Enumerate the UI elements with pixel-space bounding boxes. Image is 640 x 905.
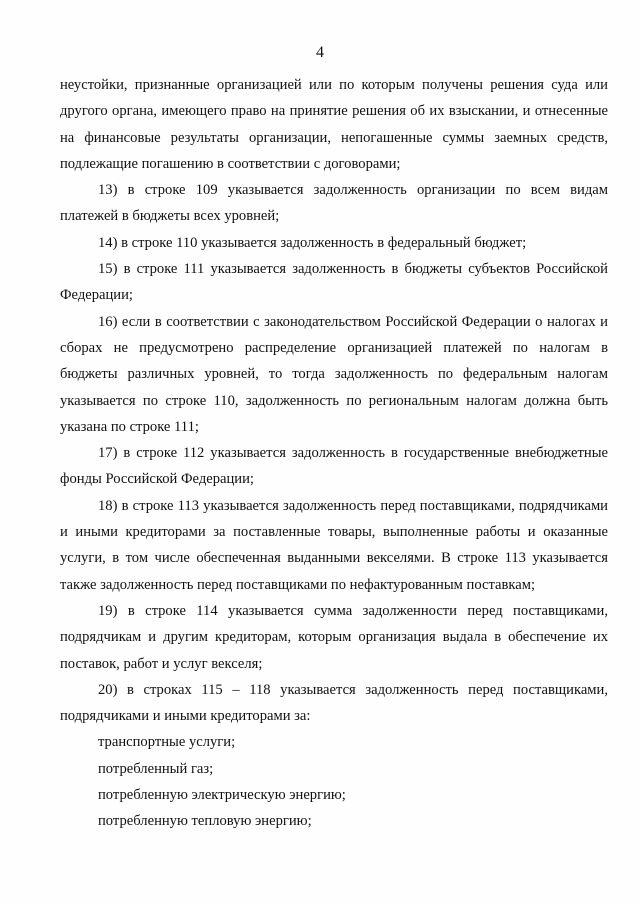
list-item-gas: потребленный газ; xyxy=(98,760,214,777)
paragraph-item-14: 14) в строке 110 указывается задолженность в федеральный бюджет; xyxy=(98,234,527,251)
paragraph-item-19: 19) в строке 114 указывается сумма задолженности перед поставщиками, подрядчикам и другим кредиторам, которым организация выдала в обеспечение их поставок, работ и услуг векселя; xyxy=(60,602,608,672)
paragraph-continuation: неустойки, признанные организацией или по которым получены решения суда или другого органа, имеющего право на принятие решения об их взыскании, и отнесенные на финансовые результаты организации, непогашенные суммы заемных средств, подлежащие погашению в соответствии с договорами; xyxy=(60,77,608,172)
paragraph-item-20: 20) в строках 115 – 118 указывается задолженность перед поставщиками, подрядчиками и иными кредиторами за: xyxy=(60,681,608,725)
paragraph-item-17: 17) в строке 112 указывается задолженность в государственные внебюджетные фонды Российской Федерации; xyxy=(60,445,608,488)
page-number: 4 xyxy=(316,44,324,61)
list-item-transport: транспортные услуги; xyxy=(98,734,236,751)
list-item-electricity: потребленную электрическую энергию; xyxy=(98,787,346,804)
paragraph-item-16: 16) если в соответствии с законодательством Российской Федерации о налогах и сборах не предусмотрено распределение организацией платежей по налогам в бюджеты различных уровней, то тогда задолженность по федеральным налогам указывается по строке 110, задолженность по региональным налогам должна быть указана по строке 111; xyxy=(60,313,608,435)
paragraph-item-13: 13) в строке 109 указывается задолженность организации по всем видам платежей в бюджеты всех уровней; xyxy=(60,182,608,225)
paragraph-item-15: 15) в строке 111 указывается задолженность в бюджеты субъектов Российской Федерации; xyxy=(60,261,608,304)
list-item-heat: потребленную тепловую энергию; xyxy=(98,813,312,830)
paragraph-item-18: 18) в строке 113 указывается задолженность перед поставщиками, подрядчиками и иными кредиторами за поставленные товары, выполненные работы и оказанные услуги, в том числе обеспеченная выданными векселями. В строке 113 указывается также задолженность перед поставщиками по нефактурованным поставкам; xyxy=(60,497,608,593)
document-body xyxy=(60,72,608,835)
